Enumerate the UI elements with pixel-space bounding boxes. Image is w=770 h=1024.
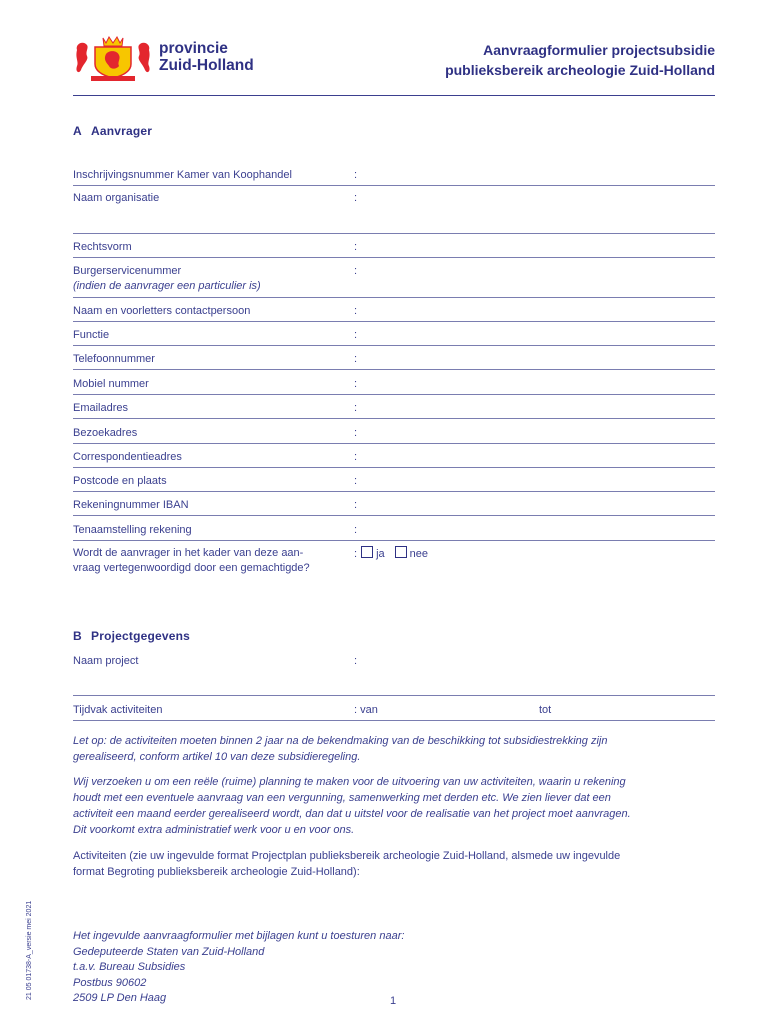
section-b-letter: B <box>73 629 82 643</box>
section-b-title: Projectgegevens <box>91 629 191 643</box>
address-line: Het ingevulde aanvraagformulier met bijlagen kunt u toesturen naar: <box>73 930 405 942</box>
field-iban[interactable] <box>73 498 715 516</box>
field-colon: : <box>354 329 358 341</box>
field-bsn[interactable] <box>73 264 715 298</box>
field-colon: : <box>354 475 358 487</box>
address-line: 2509 LP Den Haag <box>73 992 167 1004</box>
page-number: 1 <box>390 995 397 1007</box>
checkbox-nee[interactable] <box>395 546 407 558</box>
field-phone[interactable] <box>73 352 715 370</box>
field-activity-period[interactable] <box>73 703 715 721</box>
field-colon: : <box>354 655 358 667</box>
document-title-line-1: Aanvraagformulier projectsubsidie <box>483 42 715 58</box>
field-project-name[interactable] <box>73 654 715 696</box>
field-function[interactable] <box>73 328 715 346</box>
option-nee-label: nee <box>409 548 428 560</box>
section-a-heading <box>73 124 152 138</box>
note-line: Let op: de activiteiten moeten binnen 2 jaar na de bekendmaking van de beschikking tot subsidiestrekking zijn <box>73 735 608 747</box>
field-email[interactable] <box>73 401 715 419</box>
field-representation <box>73 546 715 580</box>
document-code: 21 05 01738-A_versie mei 2021 <box>26 900 33 1000</box>
field-label: Tijdvak activiteiten <box>73 704 163 716</box>
field-organisation-name[interactable] <box>73 191 715 234</box>
logo-line-2: Zuid-Holland <box>159 57 254 74</box>
note-line: Wij verzoeken u om een reële (ruime) planning te maken voor de uitvoering van uw activiteiten, waarin u rekening <box>73 776 626 788</box>
checkbox-ja[interactable] <box>361 546 373 558</box>
field-colon: : <box>354 402 358 414</box>
field-correspondence-address[interactable] <box>73 450 715 468</box>
option-ja-label: ja <box>376 548 385 560</box>
field-label: Inschrijvingsnummer Kamer van Koophandel <box>73 169 292 181</box>
field-mobile[interactable] <box>73 377 715 395</box>
document-title <box>445 40 715 80</box>
note-line: gerealiseerd, conform artikel 10 van deze subsidieregeling. <box>73 751 361 763</box>
field-label: Mobiel nummer <box>73 378 149 390</box>
section-b-heading <box>73 629 190 643</box>
field-kvk-number[interactable] <box>73 168 715 186</box>
field-colon: : <box>354 192 358 204</box>
field-label: Tenaamstelling rekening <box>73 524 192 536</box>
field-label: Naam project <box>73 655 139 667</box>
field-postcode-city[interactable] <box>73 474 715 492</box>
address-line: t.a.v. Bureau Subsidies <box>73 961 186 973</box>
period-from-label: : van <box>354 704 378 716</box>
activities-line: Activiteiten (zie uw ingevulde format Projectplan publieksbereik archeologie Zuid-Holland, alsmede uw ingevulde <box>73 850 621 862</box>
field-colon <box>354 546 428 562</box>
note-line: Dit voorkomt extra administratief werk voor u en voor ons. <box>73 824 355 836</box>
note-planning <box>73 774 713 838</box>
activities-line: format Begroting publieksbereik archeologie Zuid-Holland): <box>73 866 360 878</box>
field-label: Emailadres <box>73 402 129 414</box>
note-deadline <box>73 733 713 765</box>
field-label: Postcode en plaats <box>73 475 167 487</box>
section-a-letter: A <box>73 124 82 138</box>
logo-line-1: provincie <box>159 40 228 57</box>
note-line: activiteit een maand eerder gerealiseerd wordt, dan dat u uitstel voor de realisatie van het project moet aanvragen. <box>73 808 631 820</box>
field-label: Rechtsvorm <box>73 241 132 253</box>
field-label-line-1: Wordt de aanvrager in het kader van deze aan- <box>73 547 304 559</box>
field-label <box>73 546 310 576</box>
field-account-holder[interactable] <box>73 523 715 541</box>
field-label-main: Burgerservicenummer <box>73 265 182 277</box>
field-colon: : <box>354 241 358 253</box>
field-label: Rekeningnummer IBAN <box>73 499 189 511</box>
address-line: Gedeputeerde Staten van Zuid-Holland <box>73 945 265 958</box>
field-colon: : <box>354 499 358 511</box>
note-line: houdt met een eventuele aanvraag van een vergunning, samenwerking met derden etc. We zien liever dat een <box>73 792 611 804</box>
coat-of-arms-icon <box>73 36 153 82</box>
activities-instruction <box>73 848 713 880</box>
field-label <box>73 264 261 294</box>
document-title-line-2: publieksbereik archeologie Zuid-Holland <box>445 62 715 78</box>
field-colon: : <box>354 378 358 390</box>
field-colon: : <box>354 451 358 463</box>
field-contact-person[interactable] <box>73 304 715 322</box>
province-logo <box>73 36 263 82</box>
field-label: Functie <box>73 329 110 341</box>
field-label: Naam organisatie <box>73 192 160 204</box>
field-label: Naam en voorletters contactpersoon <box>73 305 251 317</box>
field-label: Correspondentieadres <box>73 451 182 463</box>
field-visit-address[interactable] <box>73 426 715 444</box>
field-colon: : <box>354 427 358 439</box>
field-label-note: (indien de aanvrager een particulier is) <box>73 280 261 292</box>
field-colon: : <box>354 524 358 536</box>
header-divider <box>73 95 715 96</box>
colon-text: : <box>354 548 358 560</box>
field-legal-form[interactable] <box>73 240 715 258</box>
field-colon: : <box>354 305 358 317</box>
period-to-label: tot <box>539 704 552 716</box>
field-colon: : <box>354 265 358 277</box>
section-a-title: Aanvrager <box>91 124 153 138</box>
field-label: Telefoonnummer <box>73 353 155 365</box>
field-label-line-2: vraag vertegenwoordigd door een gemachtigde? <box>73 562 310 574</box>
field-label: Bezoekadres <box>73 427 138 439</box>
field-colon: : <box>354 169 358 181</box>
field-colon: : <box>354 353 358 365</box>
address-line: Postbus 90602 <box>73 976 147 989</box>
